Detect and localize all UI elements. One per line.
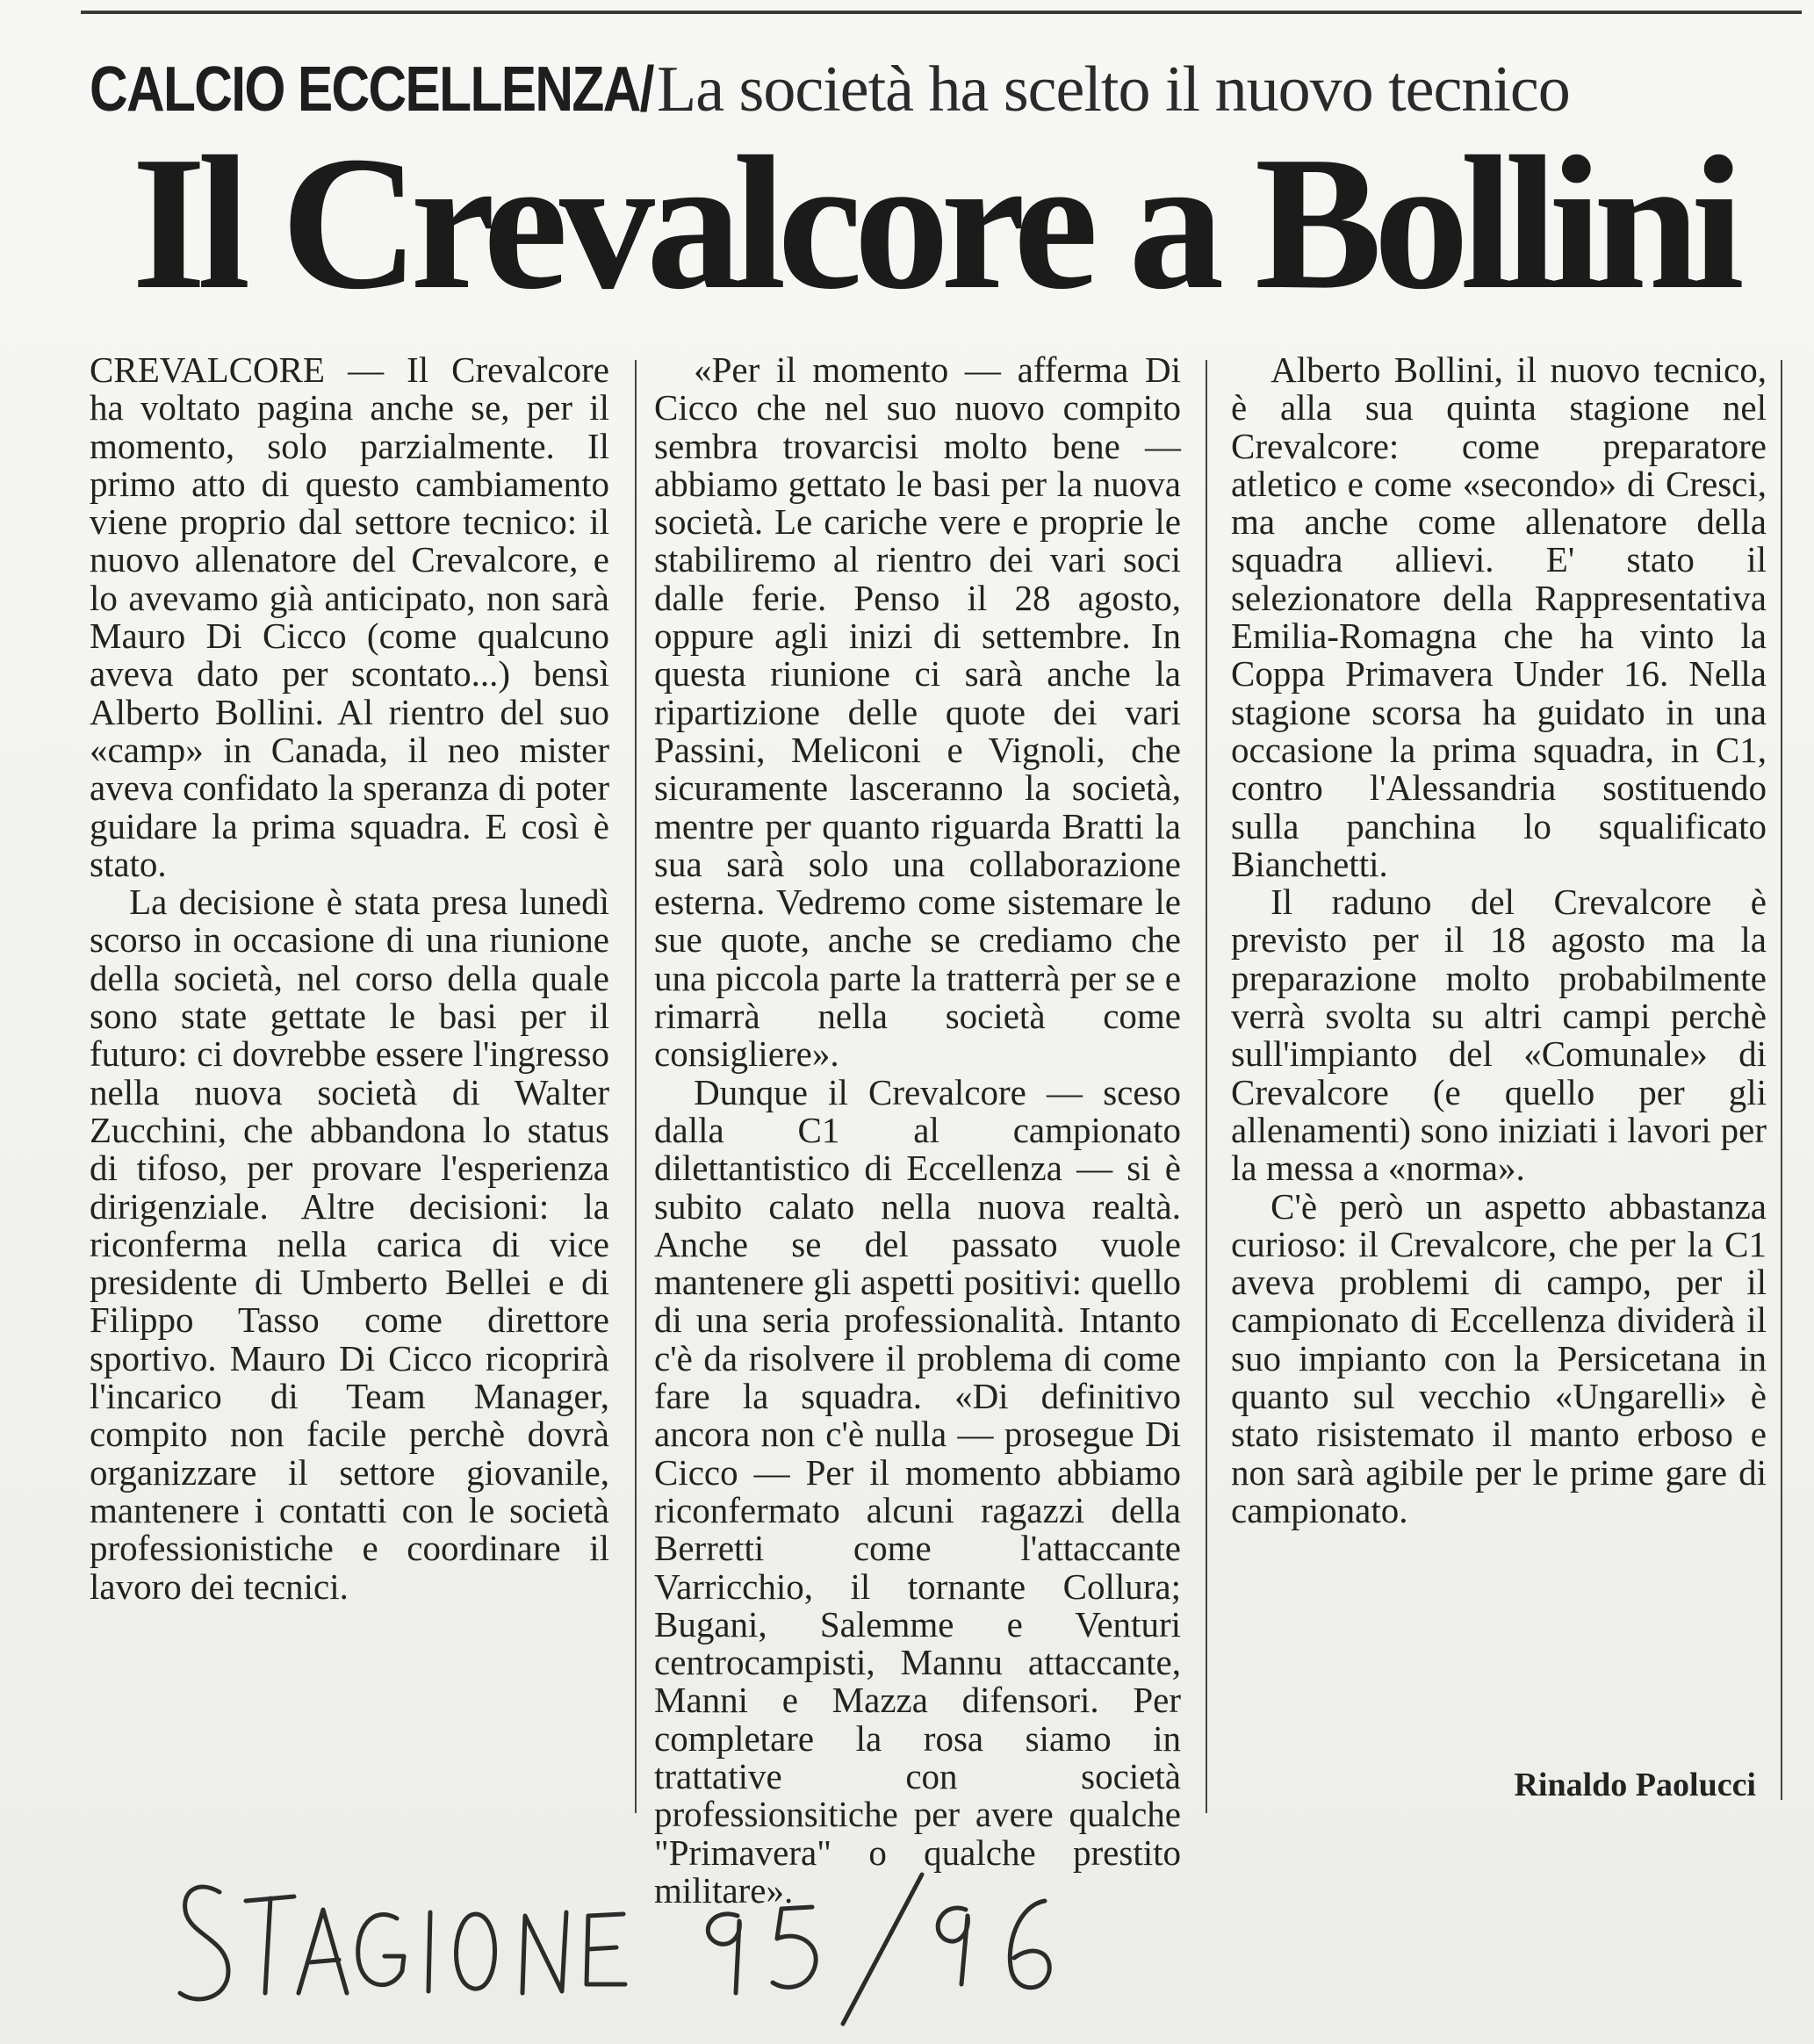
paragraph-3: «Per il momento — afferma Di Cicco che nel suo nuovo compito sembra trovarcisi molto bene — abbiamo gettato le basi per la nuova società. Le cariche vere e proprie le stabiliremo al rientro dei vari soci dalle ferie. Penso il 28 agosto, oppure agli inizi di settembre. In questa riunione ci sarà anche la ripartizione delle quote dei vari Passini, Meliconi e Vignoli, che sicuramente lasceranno la società, mentre per quanto riguarda Bratti la sua sarà solo una collaborazione esterna. Vedremo come sistemare le sue quote, anche se crediamo che una piccola parte la tratterrà per se e rimarrà nella società come consigliere». (654, 349, 1181, 1075)
article-column-3 (1231, 351, 1767, 1529)
headline: Il Crevalcore a Bollini (132, 118, 1736, 329)
paragraph-5: Alberto Bollini, il nuovo tecnico, è alla sua quinta stagione nel Crevalcore: come preparatore atletico e come «secondo» di Cresci, ma anche come allenatore della squadra allievi. E' stato il selezionatore della Rappresentativa Emilia-Romagna che ha vinto la Coppa Primavera Under 16. Nella stagione scorsa ha guidato in una occasione la prima squadra, in C1, contro l'Alessandria sostituendo sulla panchina lo squalificato Bianchetti. (1231, 349, 1767, 884)
paragraph-1-text: Il Crevalcore ha voltato pagina anche se, per il momento, solo parzialmente. Il primo atto di questo cambiamento viene proprio dal settore tecnico: il nuovo allenatore del Crevalcore, e lo avevamo già anticipato, non sarà Mauro Di Cicco (come qualcuno aveva dato per scontato...) bensì Alberto Bollini. Al rientro del suo «camp» in Canada, il neo mister aveva confidato la speranza di poter guidare la prima squadra. E così è stato. (90, 349, 609, 884)
top-rule (81, 11, 1802, 14)
column-divider (1206, 360, 1207, 1813)
dateline: CREVALCORE — (90, 349, 407, 390)
subheading: La società ha scelto il nuovo tecnico (657, 54, 1570, 126)
paragraph-4: Dunque il Crevalcore — sceso dalla C1 al campionato dilettantistico di Eccellenza — si è subito calato nella nuova realtà. Anche se del passato vuole mantenere gli aspetti positivi: quello di una seria professionalità. Intanto c'è da risolvere il problema di come fare la squadra. «Di definitivo ancora non c'è nulla — prosegue Di Cicco — Per il momento abbiamo riconfermato alcuni ragazzi della Berretti come l'attaccante Varricchio, il tornante Collura; Bugani, Salemme e Venturi centrocampisti, Mannu attaccante, Manni e Mazza difensori. Per completare la rosa siamo in trattative con società professionsitiche per avere qualche "Primavera" o qualche prestito militare». (654, 1071, 1181, 1911)
column-divider (1781, 360, 1782, 1800)
handwritten-note (167, 1853, 1089, 2028)
byline: Rinaldo Paolucci (1514, 1767, 1756, 1803)
article-column-1 (90, 351, 609, 1606)
column-divider (635, 360, 637, 1813)
section-label: CALCIO ECCELLENZA/ (90, 54, 653, 125)
handwritten-season-note-drawing (167, 1853, 1089, 2028)
paragraph-1 (90, 351, 609, 883)
paragraph-6: Il raduno del Crevalcore è previsto per il 18 agosto ma la preparazione molto probabilmente verrà svolta su altri campi perchè sull'impianto del «Comunale» di Crevalcore (e quello per gli allenamenti) sono iniziati i lavori per la messa a «norma». (1231, 882, 1767, 1189)
article-column-2 (654, 351, 1181, 1910)
paragraph-2: La decisione è stata presa lunedì scorso in occasione di una riunione della società, nel corso della quale sono state gettate le basi per il futuro: ci dovrebbe essere l'ingresso nella nuova società di Walter Zucchini, che abbandona lo status di tifoso, per provare l'esperienza dirigenziale. Altre decisioni: la riconferma nella carica di vice presidente di Umberto Bellei e di Filippo Tasso come direttore sportivo. Mauro Di Cicco ricoprirà l'incarico di Team Manager, compito non facile perchè dovrà organizzare il settore giovanile, mantenere i contatti con le società professionistiche e coordinare il lavoro dei tecnici. (90, 882, 609, 1607)
paragraph-7: C'è però un aspetto abbastanza curioso: il Crevalcore, che per la C1 aveva problemi di campo, per il campionato di Eccellenza dividerà il suo impianto con la Persicetana in quanto sul vecchio «Ungarelli» è stato risistemato il manto erboso e non sarà agibile per le prime gare di campionato. (1231, 1185, 1767, 1530)
